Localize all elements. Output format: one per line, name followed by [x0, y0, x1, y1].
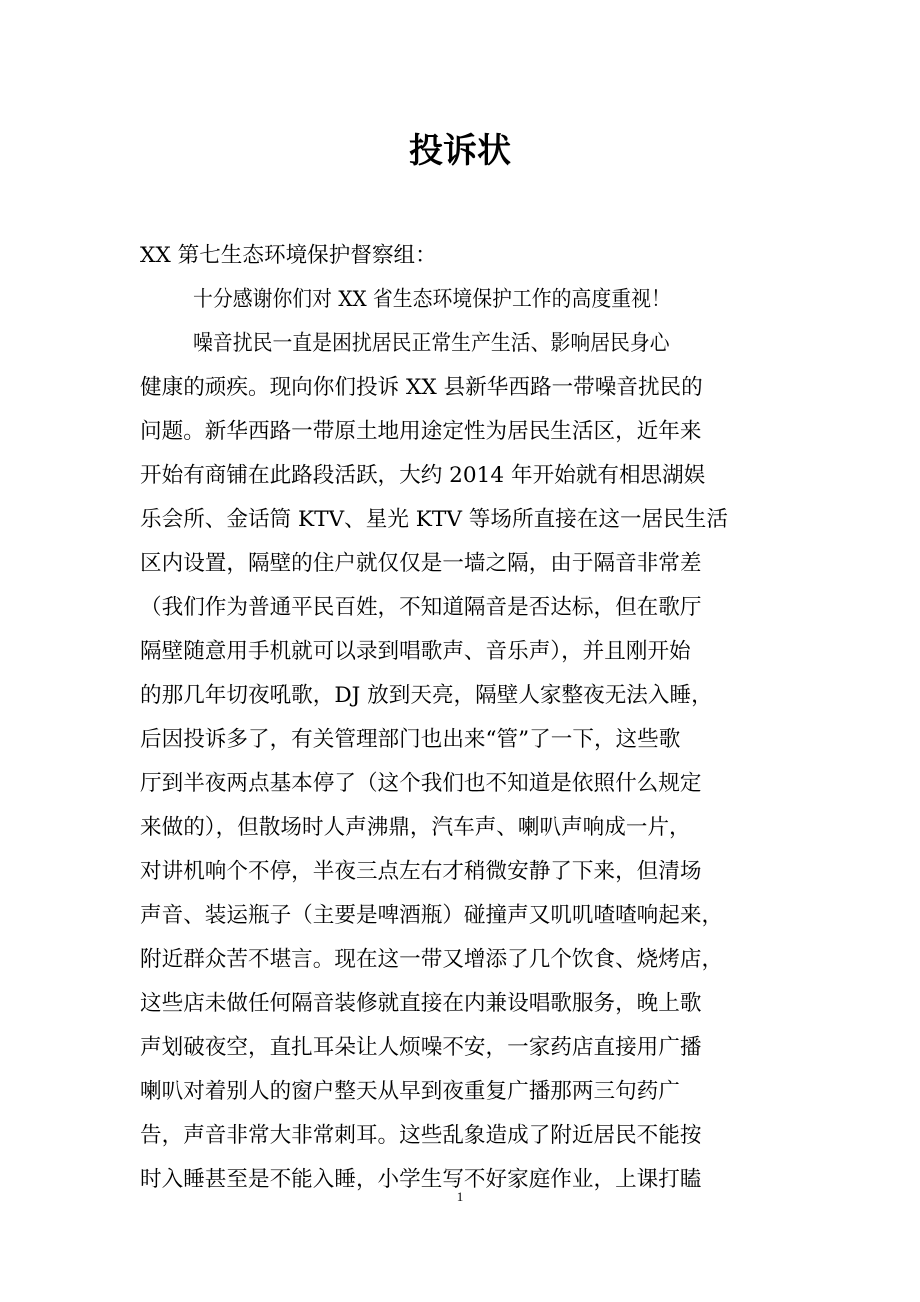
body-line: 声划破夜空，直扎耳朵让人烦噪不安，一家药店直接用广播: [140, 1035, 702, 1060]
body-line: 时入睡甚至是不能入睡，小学生写不好家庭作业，上课打瞌: [140, 1167, 702, 1192]
body-line: 开始有商铺在此路段活跃，大约 2014 年开始就有相思湖娱: [140, 463, 706, 488]
body-line: 告，声音非常大非常刺耳。这些乱象造成了附近居民不能按: [140, 1123, 702, 1148]
page-number: 1: [456, 1189, 464, 1204]
body-line: 这些店未做任何隔音装修就直接在内兼设唱歌服务，晚上歌: [140, 991, 702, 1016]
body-line: 隔壁随意用手机就可以录到唱歌声、音乐声），并且刚开始: [140, 639, 691, 664]
body-line: 的那几年切夜吼歌，DJ 放到天亮，隔壁人家整夜无法入睡，: [140, 683, 713, 708]
page-title: 投诉状: [409, 131, 511, 171]
body-line: 声音、装运瓶子（主要是啤酒瓶）碰撞声又叽叽喳喳响起来，: [140, 903, 724, 928]
body-line: 来做的），但散场时人声沸鼎，汽车声、喇叭声响成一片，: [140, 815, 691, 840]
body-line: 喇叭对着别人的窗户整天从早到夜重复广播那两三句药广: [140, 1079, 680, 1104]
body-line: （我们作为普通平民百姓，不知道隔音是否达标，但在歌厅: [140, 595, 702, 620]
body-line: 附近群众苦不堪言。现在这一带又增添了几个饮食、烧烤店，: [140, 947, 724, 972]
body-line: 后因投诉多了，有关管理部门也出来“管”了一下，这些歌: [140, 727, 681, 752]
body-line: 厅到半夜两点基本停了（这个我们也不知道是依照什么规定: [140, 771, 702, 796]
body-line: 乐会所、金话筒 KTV、星光 KTV 等场所直接在这一居民生活: [140, 507, 728, 532]
body-line: 健康的顽疾。现向你们投诉 XX 县新华西路一带噪音扰民的: [140, 375, 703, 400]
body-line: 十分感谢你们对 XX 省生态环境保护工作的高度重视！: [193, 287, 671, 312]
salutation-line: XX 第七生态环境保护督察组：: [140, 243, 437, 268]
body-line: 噪音扰民一直是困扰居民正常生产生活、影响居民身心: [193, 331, 670, 356]
body-line: 问题。新华西路一带原土地用途定性为居民生活区，近年来: [140, 419, 702, 444]
body-line: 对讲机响个不停，半夜三点左右才稍微安静了下来，但清场: [140, 859, 702, 884]
body-line: 区内设置，隔壁的住户就仅仅是一墙之隔，由于隔音非常差: [140, 551, 702, 576]
